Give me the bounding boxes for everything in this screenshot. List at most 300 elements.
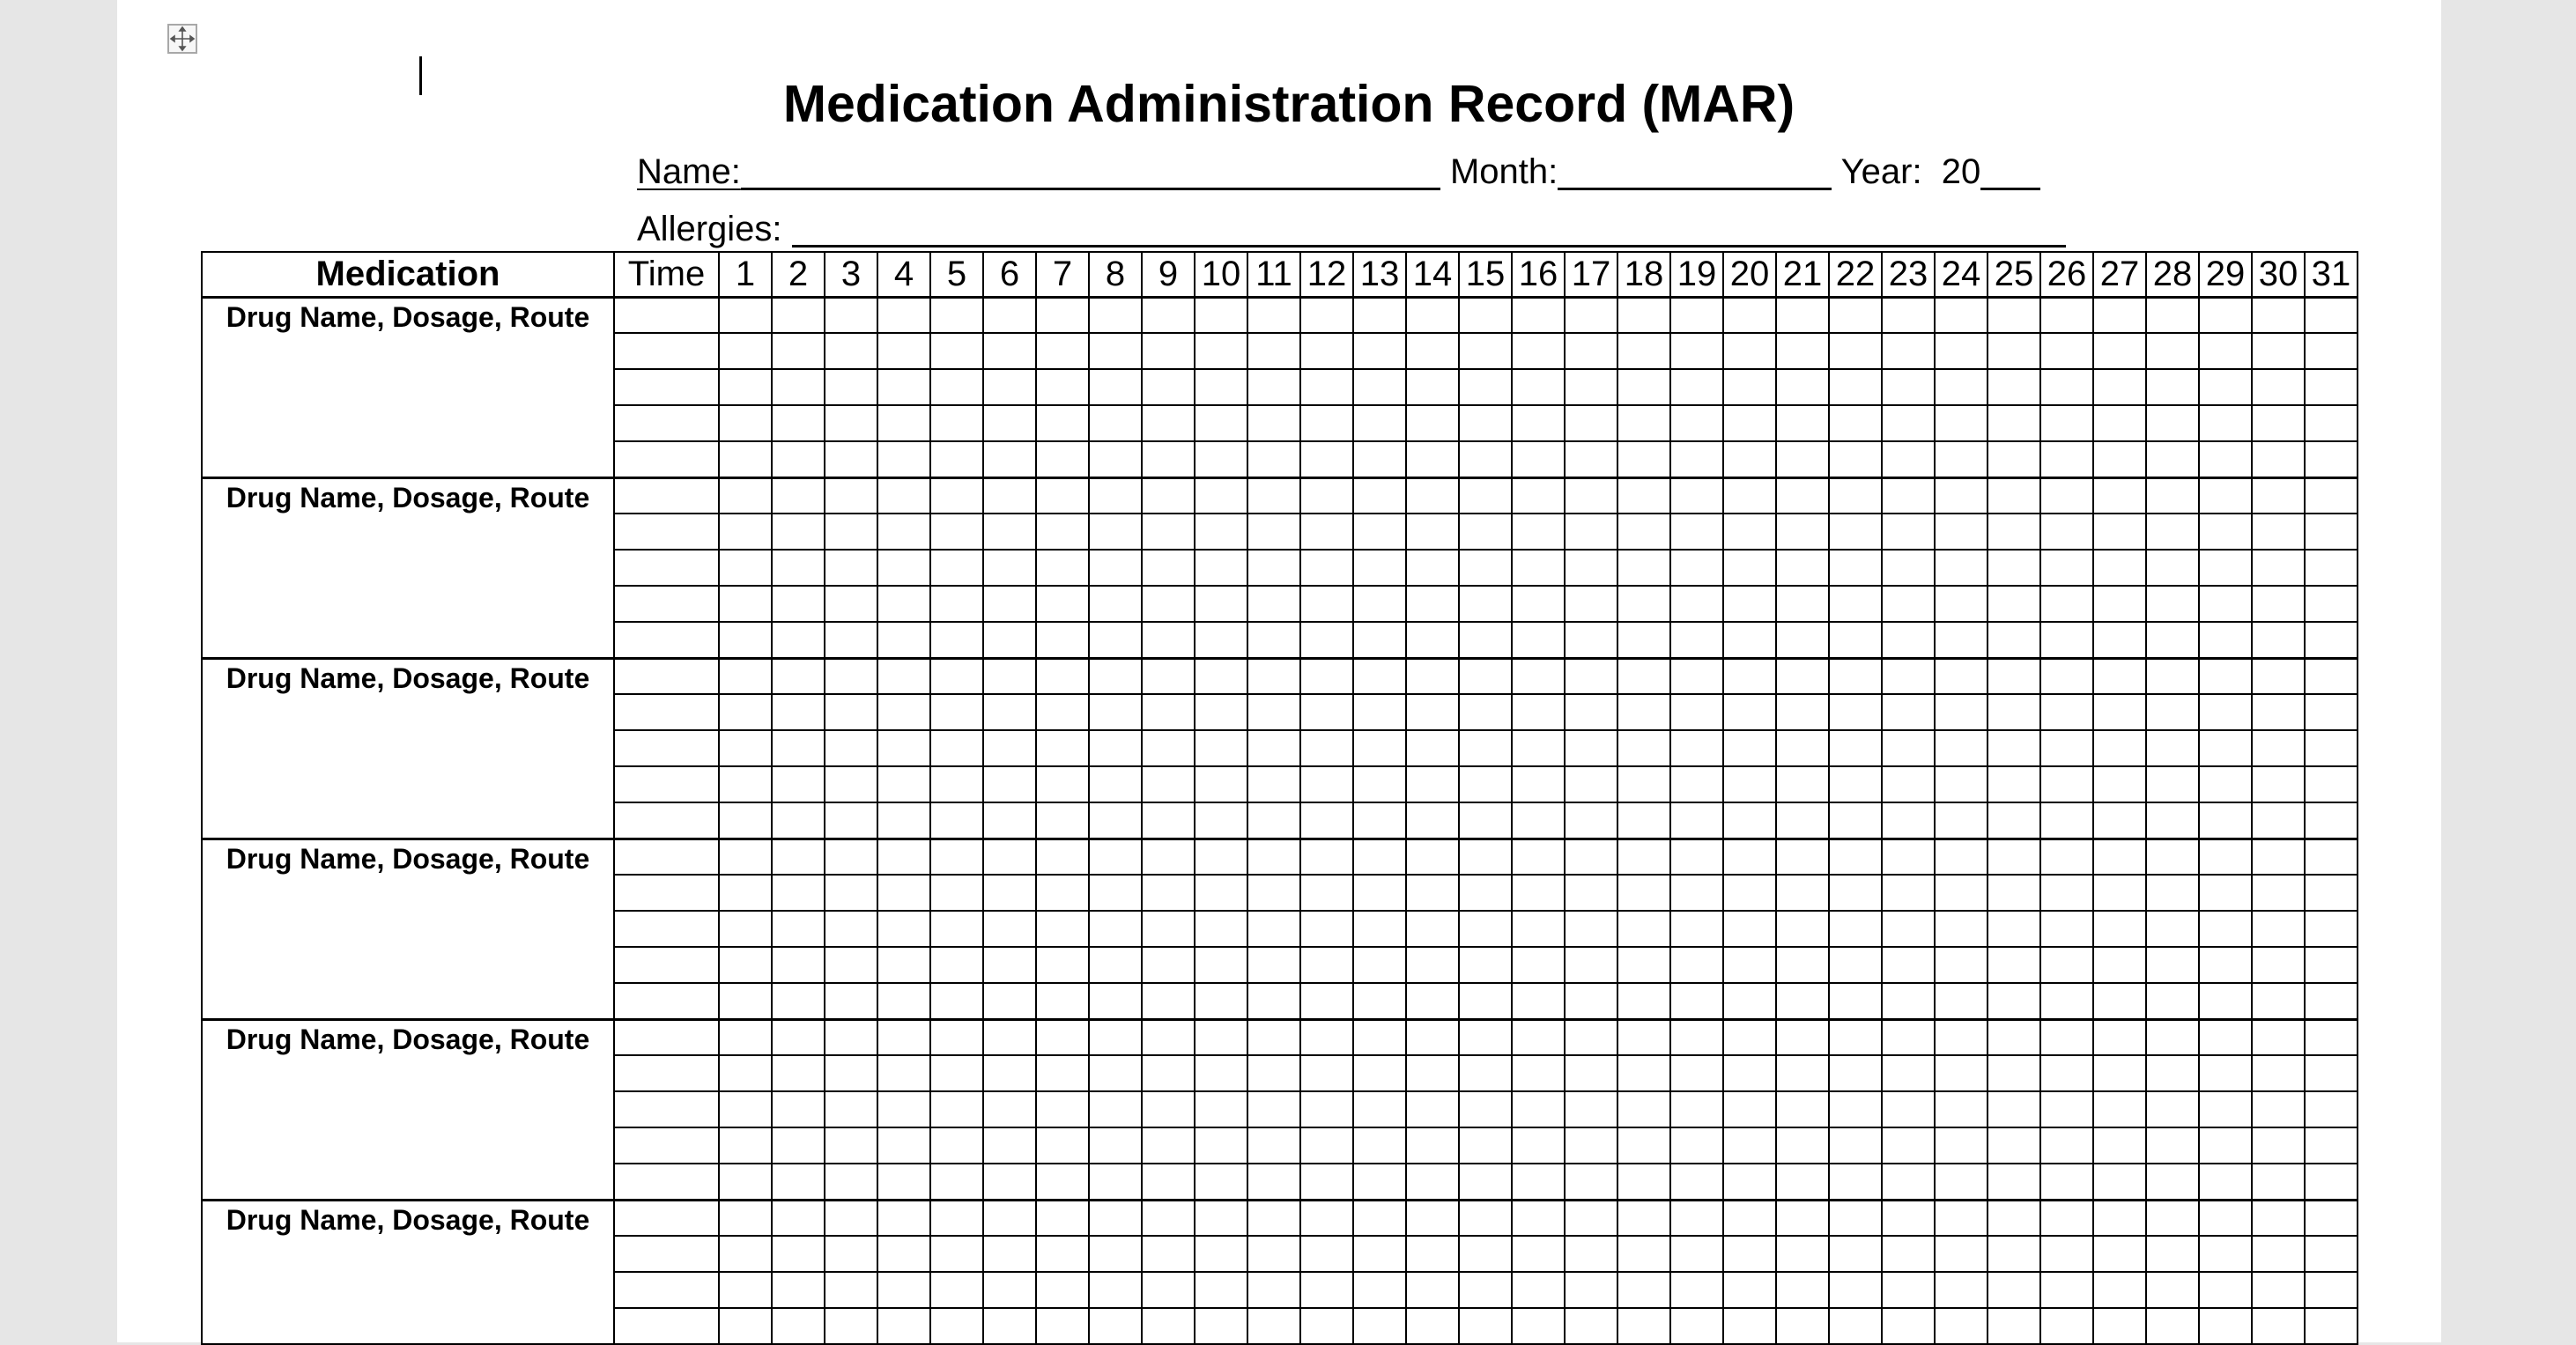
time-cell[interactable] (614, 766, 719, 802)
day-cell[interactable] (877, 802, 930, 839)
day-cell[interactable] (1353, 766, 1406, 802)
day-cell[interactable] (1617, 802, 1670, 839)
day-cell[interactable] (1565, 369, 1617, 405)
day-cell[interactable] (1142, 658, 1195, 694)
day-cell[interactable] (1459, 1272, 1512, 1308)
day-cell[interactable] (2199, 514, 2252, 550)
day-cell[interactable] (877, 1055, 930, 1091)
medication-name-cell[interactable]: Drug Name, Dosage, Route (202, 839, 614, 1019)
day-cell[interactable] (930, 1236, 983, 1272)
day-cell[interactable] (1829, 1272, 1882, 1308)
day-cell[interactable] (1776, 369, 1829, 405)
day-cell[interactable] (1776, 983, 1829, 1019)
day-cell[interactable] (825, 1308, 877, 1344)
day-cell[interactable] (1670, 369, 1723, 405)
day-cell[interactable] (1776, 1272, 1829, 1308)
day-cell[interactable] (877, 297, 930, 333)
day-cell[interactable] (772, 441, 825, 477)
day-cell[interactable] (1723, 1164, 1776, 1200)
day-cell[interactable] (2093, 802, 2146, 839)
day-cell[interactable] (1723, 622, 1776, 658)
day-cell[interactable] (1195, 333, 1247, 369)
day-cell[interactable] (1036, 1127, 1089, 1164)
time-cell[interactable] (614, 586, 719, 622)
day-cell[interactable] (1353, 369, 1406, 405)
day-cell[interactable] (1829, 1091, 1882, 1127)
day-cell[interactable] (1776, 1019, 1829, 1055)
day-cell[interactable] (1247, 1019, 1300, 1055)
day-cell[interactable] (719, 839, 772, 875)
day-cell[interactable] (1459, 1019, 1512, 1055)
day-cell[interactable] (825, 514, 877, 550)
day-cell[interactable] (1670, 658, 1723, 694)
day-cell[interactable] (2252, 1236, 2305, 1272)
day-cell[interactable] (1935, 766, 1988, 802)
day-cell[interactable] (2040, 297, 2093, 333)
day-cell[interactable] (1195, 550, 1247, 586)
medication-name-cell[interactable]: Drug Name, Dosage, Route (202, 658, 614, 839)
day-cell[interactable] (1195, 766, 1247, 802)
day-cell[interactable] (1142, 766, 1195, 802)
day-cell[interactable] (772, 947, 825, 983)
day-cell[interactable] (2305, 802, 2358, 839)
day-cell[interactable] (2040, 875, 2093, 911)
day-cell[interactable] (1406, 1236, 1459, 1272)
day-cell[interactable] (2146, 1127, 2199, 1164)
day-cell[interactable] (1670, 1164, 1723, 1200)
day-cell[interactable] (1829, 1127, 1882, 1164)
day-cell[interactable] (2146, 1055, 2199, 1091)
day-cell[interactable] (2305, 405, 2358, 441)
day-cell[interactable] (1882, 405, 1935, 441)
day-cell[interactable] (1723, 947, 1776, 983)
day-cell[interactable] (1988, 369, 2040, 405)
day-cell[interactable] (1036, 802, 1089, 839)
day-cell[interactable] (1670, 766, 1723, 802)
day-cell[interactable] (1195, 405, 1247, 441)
day-cell[interactable] (930, 1308, 983, 1344)
day-cell[interactable] (1935, 911, 1988, 947)
day-cell[interactable] (1353, 839, 1406, 875)
day-cell[interactable] (2093, 947, 2146, 983)
day-cell[interactable] (1565, 1164, 1617, 1200)
day-cell[interactable] (930, 1055, 983, 1091)
day-cell[interactable] (825, 947, 877, 983)
time-cell[interactable] (614, 514, 719, 550)
day-cell[interactable] (825, 875, 877, 911)
day-cell[interactable] (1036, 1236, 1089, 1272)
day-cell[interactable] (1935, 658, 1988, 694)
day-cell[interactable] (2040, 802, 2093, 839)
day-cell[interactable] (825, 983, 877, 1019)
day-cell[interactable] (2093, 622, 2146, 658)
day-cell[interactable] (2093, 1236, 2146, 1272)
day-cell[interactable] (983, 405, 1036, 441)
day-cell[interactable] (1829, 766, 1882, 802)
day-cell[interactable] (1935, 875, 1988, 911)
day-cell[interactable] (719, 369, 772, 405)
day-cell[interactable] (1459, 514, 1512, 550)
day-cell[interactable] (1882, 297, 1935, 333)
day-cell[interactable] (1195, 514, 1247, 550)
day-cell[interactable] (1300, 839, 1353, 875)
day-cell[interactable] (1988, 297, 2040, 333)
day-cell[interactable] (2199, 586, 2252, 622)
day-cell[interactable] (1935, 550, 1988, 586)
day-cell[interactable] (1670, 1127, 1723, 1164)
day-cell[interactable] (930, 1200, 983, 1236)
day-cell[interactable] (877, 514, 930, 550)
day-cell[interactable] (1195, 875, 1247, 911)
day-cell[interactable] (1776, 1055, 1829, 1091)
day-cell[interactable] (2252, 1019, 2305, 1055)
day-cell[interactable] (719, 730, 772, 766)
day-cell[interactable] (1353, 911, 1406, 947)
day-cell[interactable] (1670, 911, 1723, 947)
day-cell[interactable] (1036, 875, 1089, 911)
time-cell[interactable] (614, 1236, 719, 1272)
day-cell[interactable] (2040, 333, 2093, 369)
day-cell[interactable] (1142, 1200, 1195, 1236)
day-cell[interactable] (1089, 875, 1142, 911)
day-cell[interactable] (1617, 766, 1670, 802)
day-cell[interactable] (1459, 766, 1512, 802)
day-cell[interactable] (772, 369, 825, 405)
time-cell[interactable] (614, 875, 719, 911)
day-cell[interactable] (825, 622, 877, 658)
day-cell[interactable] (1195, 694, 1247, 730)
time-cell[interactable] (614, 1272, 719, 1308)
day-cell[interactable] (983, 586, 1036, 622)
day-cell[interactable] (1882, 911, 1935, 947)
day-cell[interactable] (1882, 477, 1935, 514)
day-cell[interactable] (1512, 405, 1565, 441)
day-cell[interactable] (983, 1236, 1036, 1272)
day-cell[interactable] (1300, 658, 1353, 694)
day-cell[interactable] (930, 730, 983, 766)
day-cell[interactable] (1142, 911, 1195, 947)
day-cell[interactable] (1142, 802, 1195, 839)
day-cell[interactable] (1829, 369, 1882, 405)
medication-name-cell[interactable]: Drug Name, Dosage, Route (202, 297, 614, 477)
day-cell[interactable] (1142, 514, 1195, 550)
day-cell[interactable] (1670, 1272, 1723, 1308)
day-cell[interactable] (1300, 586, 1353, 622)
day-cell[interactable] (1988, 1164, 2040, 1200)
day-cell[interactable] (1565, 839, 1617, 875)
day-cell[interactable] (719, 658, 772, 694)
day-cell[interactable] (1247, 694, 1300, 730)
day-cell[interactable] (1036, 405, 1089, 441)
day-cell[interactable] (1195, 1200, 1247, 1236)
day-cell[interactable] (2199, 405, 2252, 441)
day-cell[interactable] (2305, 766, 2358, 802)
day-cell[interactable] (2199, 1019, 2252, 1055)
day-cell[interactable] (825, 658, 877, 694)
day-cell[interactable] (1300, 1127, 1353, 1164)
day-cell[interactable] (1406, 550, 1459, 586)
day-cell[interactable] (1565, 514, 1617, 550)
day-cell[interactable] (1089, 514, 1142, 550)
day-cell[interactable] (2199, 694, 2252, 730)
day-cell[interactable] (1036, 730, 1089, 766)
day-cell[interactable] (2040, 911, 2093, 947)
day-cell[interactable] (2199, 477, 2252, 514)
day-cell[interactable] (1723, 297, 1776, 333)
day-cell[interactable] (2252, 405, 2305, 441)
day-cell[interactable] (877, 947, 930, 983)
day-cell[interactable] (2040, 730, 2093, 766)
day-cell[interactable] (1617, 441, 1670, 477)
day-cell[interactable] (1512, 839, 1565, 875)
day-cell[interactable] (930, 622, 983, 658)
day-cell[interactable] (2252, 947, 2305, 983)
day-cell[interactable] (1036, 333, 1089, 369)
day-cell[interactable] (1935, 802, 1988, 839)
day-cell[interactable] (1723, 839, 1776, 875)
day-cell[interactable] (1406, 658, 1459, 694)
day-cell[interactable] (772, 477, 825, 514)
day-cell[interactable] (1036, 441, 1089, 477)
day-cell[interactable] (1617, 1055, 1670, 1091)
day-cell[interactable] (1776, 802, 1829, 839)
day-cell[interactable] (1565, 586, 1617, 622)
day-cell[interactable] (1512, 911, 1565, 947)
day-cell[interactable] (930, 477, 983, 514)
day-cell[interactable] (1300, 550, 1353, 586)
day-cell[interactable] (2252, 983, 2305, 1019)
day-cell[interactable] (1036, 477, 1089, 514)
time-cell[interactable] (614, 1164, 719, 1200)
day-cell[interactable] (2199, 1200, 2252, 1236)
day-cell[interactable] (1988, 333, 2040, 369)
day-cell[interactable] (2305, 622, 2358, 658)
day-cell[interactable] (2146, 297, 2199, 333)
day-cell[interactable] (1829, 297, 1882, 333)
day-cell[interactable] (825, 550, 877, 586)
day-cell[interactable] (1353, 586, 1406, 622)
day-cell[interactable] (2146, 514, 2199, 550)
day-cell[interactable] (1565, 1272, 1617, 1308)
day-cell[interactable] (1353, 622, 1406, 658)
day-cell[interactable] (2305, 911, 2358, 947)
day-cell[interactable] (719, 1308, 772, 1344)
day-cell[interactable] (877, 694, 930, 730)
day-cell[interactable] (1247, 802, 1300, 839)
day-cell[interactable] (2305, 983, 2358, 1019)
day-cell[interactable] (2305, 514, 2358, 550)
day-cell[interactable] (930, 911, 983, 947)
day-cell[interactable] (2040, 1164, 2093, 1200)
day-cell[interactable] (2199, 983, 2252, 1019)
day-cell[interactable] (1512, 1091, 1565, 1127)
day-cell[interactable] (2252, 1127, 2305, 1164)
day-cell[interactable] (1459, 477, 1512, 514)
day-cell[interactable] (1300, 730, 1353, 766)
day-cell[interactable] (1776, 405, 1829, 441)
day-cell[interactable] (1406, 1055, 1459, 1091)
day-cell[interactable] (1882, 550, 1935, 586)
day-cell[interactable] (2305, 1272, 2358, 1308)
day-cell[interactable] (1882, 441, 1935, 477)
day-cell[interactable] (1776, 766, 1829, 802)
day-cell[interactable] (1089, 911, 1142, 947)
day-cell[interactable] (1036, 297, 1089, 333)
day-cell[interactable] (1406, 441, 1459, 477)
day-cell[interactable] (930, 1164, 983, 1200)
day-cell[interactable] (2146, 550, 2199, 586)
day-cell[interactable] (2093, 694, 2146, 730)
day-cell[interactable] (1617, 1200, 1670, 1236)
day-cell[interactable] (1935, 477, 1988, 514)
day-cell[interactable] (1935, 333, 1988, 369)
day-cell[interactable] (2146, 802, 2199, 839)
day-cell[interactable] (1406, 477, 1459, 514)
day-cell[interactable] (1512, 622, 1565, 658)
day-cell[interactable] (2093, 911, 2146, 947)
day-cell[interactable] (1829, 586, 1882, 622)
day-cell[interactable] (719, 333, 772, 369)
day-cell[interactable] (1882, 730, 1935, 766)
day-cell[interactable] (2305, 441, 2358, 477)
day-cell[interactable] (1670, 477, 1723, 514)
day-cell[interactable] (1512, 1236, 1565, 1272)
day-cell[interactable] (2146, 1272, 2199, 1308)
day-cell[interactable] (825, 839, 877, 875)
day-cell[interactable] (2305, 730, 2358, 766)
day-cell[interactable] (825, 405, 877, 441)
day-cell[interactable] (1512, 875, 1565, 911)
day-cell[interactable] (1089, 550, 1142, 586)
day-cell[interactable] (1247, 1272, 1300, 1308)
day-cell[interactable] (1723, 369, 1776, 405)
day-cell[interactable] (1512, 1308, 1565, 1344)
allergies-field[interactable] (792, 208, 2066, 248)
day-cell[interactable] (2252, 1055, 2305, 1091)
day-cell[interactable] (983, 477, 1036, 514)
day-cell[interactable] (772, 839, 825, 875)
day-cell[interactable] (1988, 766, 2040, 802)
day-cell[interactable] (719, 1127, 772, 1164)
day-cell[interactable] (1512, 297, 1565, 333)
day-cell[interactable] (2199, 947, 2252, 983)
day-cell[interactable] (1882, 1019, 1935, 1055)
day-cell[interactable] (1406, 586, 1459, 622)
day-cell[interactable] (930, 766, 983, 802)
day-cell[interactable] (1459, 658, 1512, 694)
day-cell[interactable] (1882, 369, 1935, 405)
day-cell[interactable] (1406, 333, 1459, 369)
day-cell[interactable] (877, 983, 930, 1019)
day-cell[interactable] (1935, 1055, 1988, 1091)
day-cell[interactable] (1988, 1272, 2040, 1308)
day-cell[interactable] (1565, 1055, 1617, 1091)
day-cell[interactable] (2093, 1127, 2146, 1164)
time-cell[interactable] (614, 1055, 719, 1091)
day-cell[interactable] (1723, 1055, 1776, 1091)
day-cell[interactable] (2040, 766, 2093, 802)
day-cell[interactable] (2199, 1272, 2252, 1308)
day-cell[interactable] (1406, 1272, 1459, 1308)
day-cell[interactable] (1723, 658, 1776, 694)
day-cell[interactable] (772, 694, 825, 730)
day-cell[interactable] (1617, 297, 1670, 333)
day-cell[interactable] (1670, 1308, 1723, 1344)
day-cell[interactable] (1723, 1308, 1776, 1344)
day-cell[interactable] (1829, 1019, 1882, 1055)
day-cell[interactable] (2199, 802, 2252, 839)
day-cell[interactable] (1089, 694, 1142, 730)
day-cell[interactable] (1935, 1200, 1988, 1236)
day-cell[interactable] (983, 1127, 1036, 1164)
day-cell[interactable] (1406, 802, 1459, 839)
day-cell[interactable] (1882, 622, 1935, 658)
day-cell[interactable] (2146, 333, 2199, 369)
day-cell[interactable] (1776, 730, 1829, 766)
day-cell[interactable] (1723, 586, 1776, 622)
day-cell[interactable] (1406, 911, 1459, 947)
day-cell[interactable] (1459, 839, 1512, 875)
day-cell[interactable] (1670, 441, 1723, 477)
day-cell[interactable] (1300, 333, 1353, 369)
day-cell[interactable] (2040, 658, 2093, 694)
day-cell[interactable] (2305, 1236, 2358, 1272)
day-cell[interactable] (1353, 1019, 1406, 1055)
day-cell[interactable] (1247, 839, 1300, 875)
day-cell[interactable] (1829, 983, 1882, 1019)
day-cell[interactable] (1512, 658, 1565, 694)
day-cell[interactable] (877, 1019, 930, 1055)
day-cell[interactable] (1406, 1200, 1459, 1236)
day-cell[interactable] (1036, 1308, 1089, 1344)
day-cell[interactable] (1195, 297, 1247, 333)
day-cell[interactable] (1459, 405, 1512, 441)
day-cell[interactable] (1829, 802, 1882, 839)
day-cell[interactable] (1617, 550, 1670, 586)
day-cell[interactable] (1459, 550, 1512, 586)
day-cell[interactable] (930, 1019, 983, 1055)
day-cell[interactable] (1353, 297, 1406, 333)
day-cell[interactable] (1195, 1127, 1247, 1164)
day-cell[interactable] (1459, 441, 1512, 477)
day-cell[interactable] (1353, 983, 1406, 1019)
day-cell[interactable] (1670, 694, 1723, 730)
day-cell[interactable] (983, 730, 1036, 766)
day-cell[interactable] (825, 1200, 877, 1236)
day-cell[interactable] (877, 550, 930, 586)
day-cell[interactable] (1247, 875, 1300, 911)
day-cell[interactable] (772, 405, 825, 441)
day-cell[interactable] (930, 369, 983, 405)
day-cell[interactable] (1353, 658, 1406, 694)
day-cell[interactable] (1882, 947, 1935, 983)
day-cell[interactable] (1036, 694, 1089, 730)
day-cell[interactable] (1353, 333, 1406, 369)
day-cell[interactable] (1142, 1272, 1195, 1308)
day-cell[interactable] (2093, 514, 2146, 550)
day-cell[interactable] (1089, 1200, 1142, 1236)
day-cell[interactable] (1565, 802, 1617, 839)
day-cell[interactable] (1142, 1055, 1195, 1091)
day-cell[interactable] (1300, 875, 1353, 911)
day-cell[interactable] (772, 514, 825, 550)
day-cell[interactable] (2199, 839, 2252, 875)
day-cell[interactable] (1353, 550, 1406, 586)
day-cell[interactable] (719, 766, 772, 802)
day-cell[interactable] (1723, 730, 1776, 766)
day-cell[interactable] (930, 839, 983, 875)
day-cell[interactable] (1247, 983, 1300, 1019)
